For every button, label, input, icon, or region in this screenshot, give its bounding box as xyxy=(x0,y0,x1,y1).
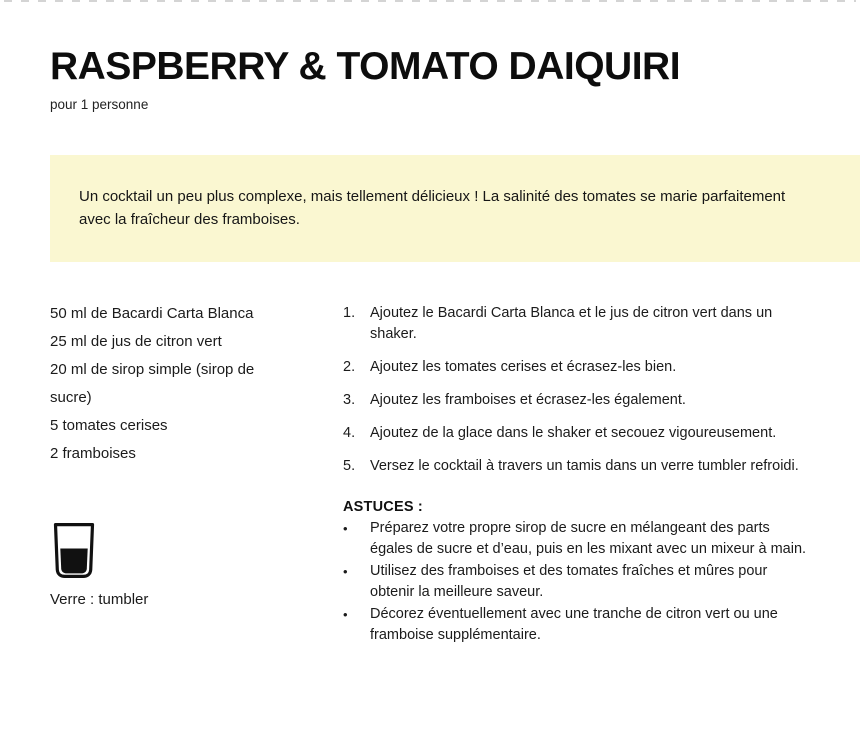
step-number: 4. xyxy=(343,424,356,441)
page-title: RASPBERRY & TOMATO DAIQUIRI xyxy=(50,45,681,88)
step-item xyxy=(343,390,810,411)
step-item xyxy=(343,303,810,345)
bullet-icon: • xyxy=(343,563,348,579)
step-number: 3. xyxy=(343,391,356,408)
ingredients-list xyxy=(50,300,290,468)
tip-item xyxy=(343,604,810,647)
bullet-icon: • xyxy=(343,606,348,622)
step-number: 2. xyxy=(343,358,356,375)
step-item xyxy=(343,456,810,477)
servings-label: pour 1 personne xyxy=(50,96,149,112)
tip-item xyxy=(343,561,810,604)
step-number: 1. xyxy=(343,304,356,321)
description-banner xyxy=(50,155,860,262)
step-text: Ajoutez le Bacardi Carta Blanca et le jus de citron vert dans un shaker. xyxy=(370,304,773,342)
step-item xyxy=(343,357,810,378)
tip-text: Préparez votre propre sirop de sucre en mélangeant des parts égales de sucre et d’eau, puis en les mixant avec un mixeur à main. xyxy=(370,519,807,558)
ingredient-item: 5 tomates cerises xyxy=(50,416,168,434)
steps-list xyxy=(343,303,810,477)
description-text: Un cocktail un peu plus complexe, mais tellement délicieux ! La salinité des tomates se marie parfaitement avec la fraîcheur des framboises. xyxy=(79,187,786,228)
bullet-icon: • xyxy=(343,520,348,536)
glass-label: Verre : tumbler xyxy=(50,590,149,608)
ingredient-item: 25 ml de jus de citron vert xyxy=(50,332,222,350)
tip-item xyxy=(343,518,810,561)
tip-text: Utilisez des framboises et des tomates fraîches et mûres pour obtenir la meilleure saveur. xyxy=(370,562,768,601)
tip-text: Décorez éventuellement avec une tranche de citron vert ou une framboise supplémentaire. xyxy=(370,605,778,644)
ingredient-item: 50 ml de Bacardi Carta Blanca xyxy=(50,304,254,322)
step-text: Ajoutez les framboises et écrasez-les également. xyxy=(370,391,686,408)
step-text: Ajoutez les tomates cerises et écrasez-les bien. xyxy=(370,358,677,375)
step-number: 5. xyxy=(343,457,356,474)
tips-list xyxy=(343,518,810,647)
top-edge-artifact xyxy=(4,0,856,2)
ingredient-item: 20 ml de sirop simple (sirop de sucre) xyxy=(50,360,255,406)
step-text: Versez le cocktail à travers un tamis dans un verre tumbler refroidi. xyxy=(370,457,799,474)
ingredients-column xyxy=(50,300,290,647)
steps-column xyxy=(343,300,810,647)
content-columns xyxy=(50,300,860,647)
tips-heading: ASTUCES : xyxy=(343,498,423,515)
ingredient-item: 2 framboises xyxy=(50,444,136,462)
step-text: Ajoutez de la glace dans le shaker et secouez vigoureusement. xyxy=(370,424,777,441)
step-item xyxy=(343,423,810,444)
tumbler-glass-icon xyxy=(50,522,98,579)
glass-info xyxy=(50,522,290,608)
